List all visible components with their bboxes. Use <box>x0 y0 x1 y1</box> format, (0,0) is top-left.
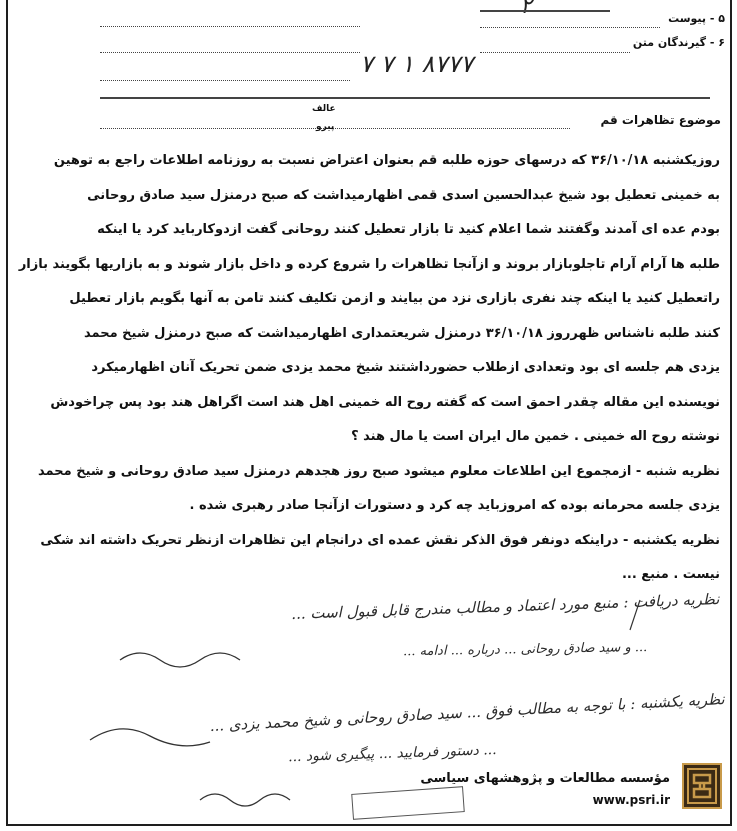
body-line: نظریه شنبه - ازمجموع این اطلاعات معلوم میشود صبح روز هجدهم درمنزل سید صادق روحانی و شیخ محمد <box>38 463 720 479</box>
body-line: یزدی جلسه محرمانه بوده که امروزباید چه کرد و دستورات ازآنجا صادر رهبری شده . <box>189 498 720 513</box>
body-line: راتعطیل کنید یا اینکه چند نفری بازاری نزد من بیایند و ازمن تکلیف کنند تامن به آنها بگویم بازار تعطیل <box>69 291 720 306</box>
handwritten-note-3: نظریه یکشنبه : با توجه به مطالب فوق ... سید صادق روحانی و شیخ محمد یزدی ... <box>209 690 726 735</box>
attachment-field-dots <box>480 27 660 28</box>
recipients-field-dots <box>480 52 630 53</box>
attachment-field-label: ۵ - پیوست <box>668 12 725 25</box>
body-line: نویسنده این مقاله چقدر احمق است که گفته روح اله خمینی اهل هند است اگراهل هند بود پس چراخودش <box>50 394 720 410</box>
body-line: به خمینی تعطیل بود شیخ عبدالحسین اسدی قمی اظهارمیداشت که صبح درمنزل سید صادق روحانی <box>87 187 720 203</box>
document-number-handwriting: ۷ ۷ ۱ ۸۷۷۷ <box>360 50 474 78</box>
note-bottom: پیرو <box>316 122 335 132</box>
header-left-dots-1 <box>100 26 360 27</box>
recipients-field-label: ۶ - گیرندگان متن <box>632 36 725 49</box>
watermark-institute-name: مؤسسه مطالعات و پژوهشهای سیاسی <box>420 771 670 786</box>
body-line: روزیکشنبه ۳۶/۱۰/۱۸ که درسهای حوزه طلبه قم بعنوان اعتراض نسبت به روزنامه اطلاعات راجع به توهین <box>53 153 720 168</box>
body-line: نیست . منبع ... <box>621 567 720 582</box>
body-line: طلبه ها آرام آرام تاجلوبازار بروند و ازآنجا تظاهرات را شروع کرده و داخل بازار شوند و به بازاریها بگویند بازار <box>18 256 720 272</box>
note-top: عالف <box>312 104 336 114</box>
page-bottom-rule <box>6 824 732 826</box>
document-header <box>0 0 737 100</box>
handwritten-note-2: ... و سید صادق روحانی ... درباره ... ادامه ... <box>402 640 648 660</box>
watermark-url: www.psri.ir <box>592 793 670 807</box>
body-line: نوشته روح اله خمینی . خمین مال ایران است یا مال هند ؟ <box>351 429 720 444</box>
header-left-dots-2 <box>100 52 360 53</box>
body-line: یزدی هم جلسه ای بود وتعدادی ازطلاب حضورداشتند شیخ محمد یزدی ضمن تحریک آنان اظهارمیکرد <box>91 360 720 375</box>
body-line: کنند طلبه ناشناس ظهرروز ۳۶/۱۰/۱۸ درمنزل شریعتمداری اظهارمیداشت که صبح درمنزل شیخ محمد <box>83 325 720 341</box>
subject-dots <box>100 128 570 129</box>
header-left-dots-3 <box>100 80 350 81</box>
body-line: بودم عده ای آمدند وگفتند شما اعلام کنید تا بازار تعطیل کنند روحانی گفت ازدوکارباید کرد یا اینکه <box>97 222 720 237</box>
header-divider <box>100 97 710 99</box>
report-body <box>18 144 720 593</box>
body-line: نظریه یکشنبه - دراینکه دونفر فوق الذکر نقش عمده ای درانجام این تظاهرات ازنظر تحریک داشته اند شکی <box>40 532 720 548</box>
header-top-rule <box>480 10 610 12</box>
subject-label: موضوع تظاهرات قم <box>600 113 721 127</box>
institute-logo-icon <box>682 763 722 809</box>
handwritten-note-4: ... دستور فرمایید ... پیگیری شود ... <box>288 742 498 766</box>
handwritten-note-1: نظریه دریافت : منبع مورد اعتماد و مطالب مندرج قابل قبول است ... <box>290 590 720 623</box>
institute-watermark <box>420 757 730 819</box>
